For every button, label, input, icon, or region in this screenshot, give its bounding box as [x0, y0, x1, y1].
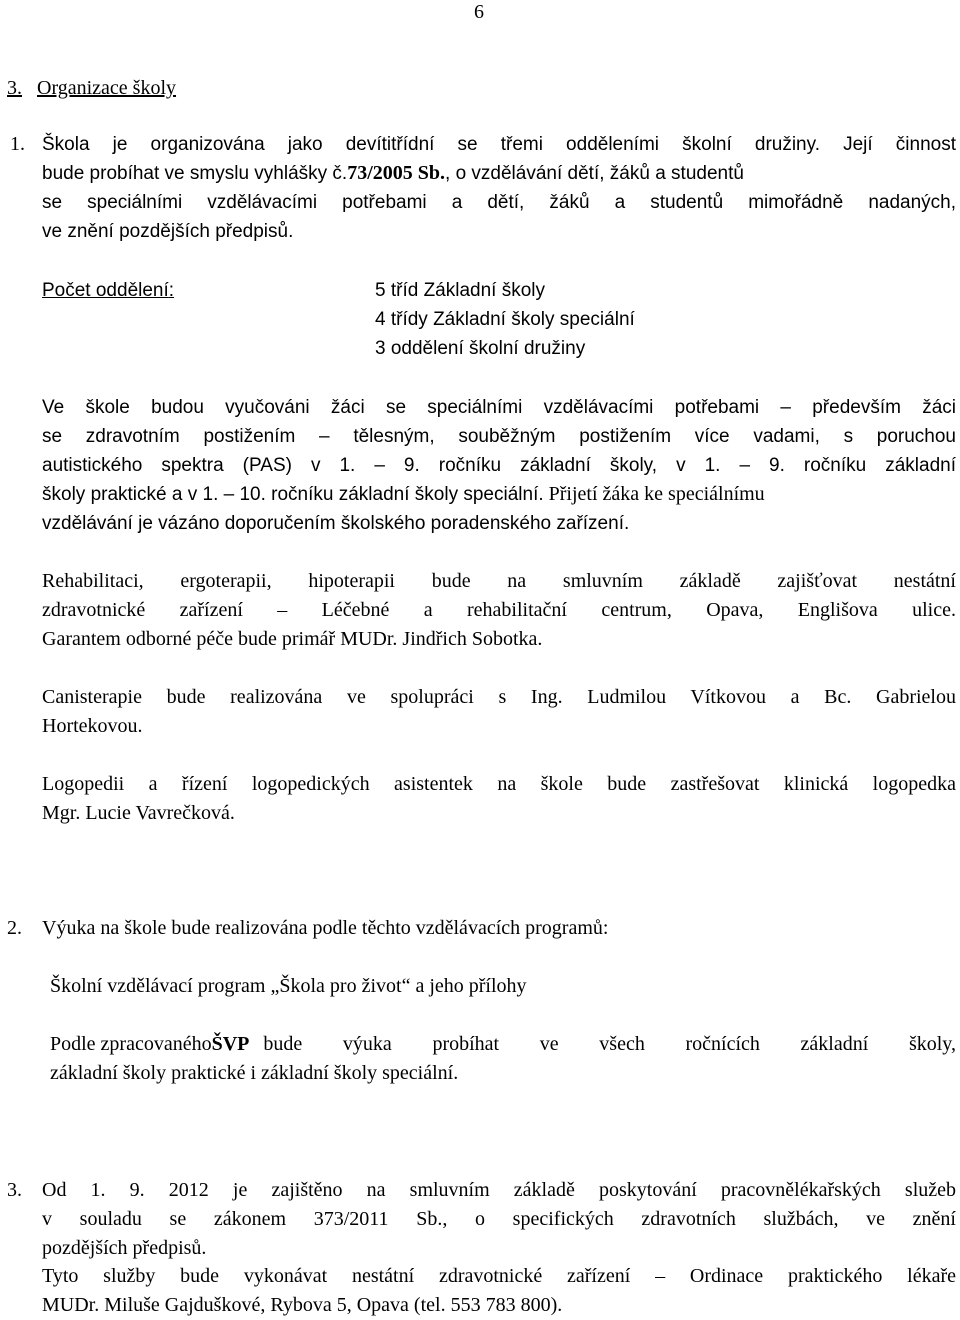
ve-skole-line-1: Ve škole budou vyučováni žáci se speciálními vzdělávacími potřebami – především žáci [42, 397, 956, 418]
logo-line-2: Mgr. Lucie Vavrečková. [42, 802, 235, 824]
item3-line-2: v souladu se zákonem 373/2011 Sb., o specifických zdravotních službách, ve znění [42, 1208, 956, 1230]
item1-number: 1. [10, 133, 25, 155]
item1-line-3: se speciálními vzdělávacími potřebami a dětí, žáků a studentů mimořádně nadaných, [42, 192, 956, 213]
podle-a: Podle zpracovaného [50, 1033, 212, 1055]
podle-c: bude výuka probíhat ve všech ročnících základní školy, [263, 1033, 956, 1055]
pocet-value-2: 4 třídy Základní školy speciální [375, 309, 635, 330]
svp-abbrev: ŠVP [211, 1033, 250, 1055]
pocet-label-text: Počet oddělení [42, 280, 169, 301]
item1-line-2a: bude probíhat ve smyslu vyhlášky č. [42, 163, 348, 184]
ve-skole-line-3: autistického spektra (PAS) v 1. – 9. ročníku základní školy, v 1. – 9. ročníku základní [42, 455, 956, 476]
pocet-value-3: 3 oddělení školní družiny [375, 338, 586, 359]
ve-skole-line-4 [42, 480, 956, 509]
item3-line-1: Od 1. 9. 2012 je zajištěno na smluvním základě poskytování pracovnělékařských služeb [42, 1179, 956, 1201]
section-heading [7, 74, 176, 103]
item3-line-5: MUDr. Miluše Gajduškové, Rybova 5, Opava (tel. 553 783 800). [42, 1294, 563, 1316]
podle-line-1 [50, 1030, 956, 1059]
canis-line-2: Hortekovou. [42, 715, 143, 737]
svp-line: Školní vzdělávací program „Škola pro život“ a jeho přílohy [50, 975, 527, 997]
item1-line-2 [42, 159, 956, 188]
item1-line-2c: , o vzdělávání dětí, žáků a studentů [445, 163, 744, 184]
section-number: 3. [7, 77, 22, 99]
pocet-value-1: 5 tříd Základní školy [375, 280, 546, 301]
item3-line-3: pozdějších předpisů. [42, 1237, 207, 1259]
item1-line-1: Škola je organizována jako devítitřídní se třemi odděleními školní družiny. Její činnost [42, 134, 956, 155]
pocet-label [42, 276, 174, 305]
item2-number: 2. [7, 917, 22, 939]
podle-line-2: základní školy praktické i základní školy speciální. [50, 1062, 459, 1084]
pocet-colon: : [168, 280, 175, 301]
rehab-line-1: Rehabilitaci, ergoterapii, hipoterapii bude na smluvním základě zajišťovat nestátní [42, 570, 956, 592]
ve-skole-line-5: vzdělávání je vázáno doporučením školského poradenského zařízení. [42, 513, 630, 534]
item2-heading: Výuka na škole bude realizována podle těchto vzdělávacích programů: [42, 917, 609, 939]
rehab-line-2: zdravotnické zařízení – Léčebné a rehabilitační centrum, Opava, Englišova ulice. [42, 599, 956, 621]
ve-skole-line-2: se zdravotním postižením – tělesným, souběžným postižením více vadami, s poruchou [42, 426, 956, 447]
rehab-line-3: Garantem odborné péče bude primář MUDr. Jindřich Sobotka. [42, 628, 543, 650]
logo-line-1: Logopedii a řízení logopedických asistentek na škole bude zastřešovat klinická logopedka [42, 773, 956, 795]
ve-skole-line-4a: školy praktické a v 1. – 10. ročníku základní školy speciální. [42, 484, 544, 505]
ve-skole-line-4b: Přijetí žáka ke speciálnímu [543, 483, 765, 505]
item3-line-4: Tyto služby bude vykonávat nestátní zdravotnické zařízení – Ordinace praktického lékaře [42, 1265, 956, 1287]
section-title: Organizace školy [37, 77, 177, 99]
page-number: 6 [474, 1, 484, 23]
decree-ref: 73/2005 Sb. [347, 162, 446, 184]
item1-line-4: ve znění pozdějších předpisů. [42, 221, 294, 242]
canis-line-1: Canisterapie bude realizována ve spolupráci s Ing. Ludmilou Vítkovou a Bc. Gabrielou [42, 686, 956, 708]
item3-number: 3. [7, 1179, 22, 1201]
